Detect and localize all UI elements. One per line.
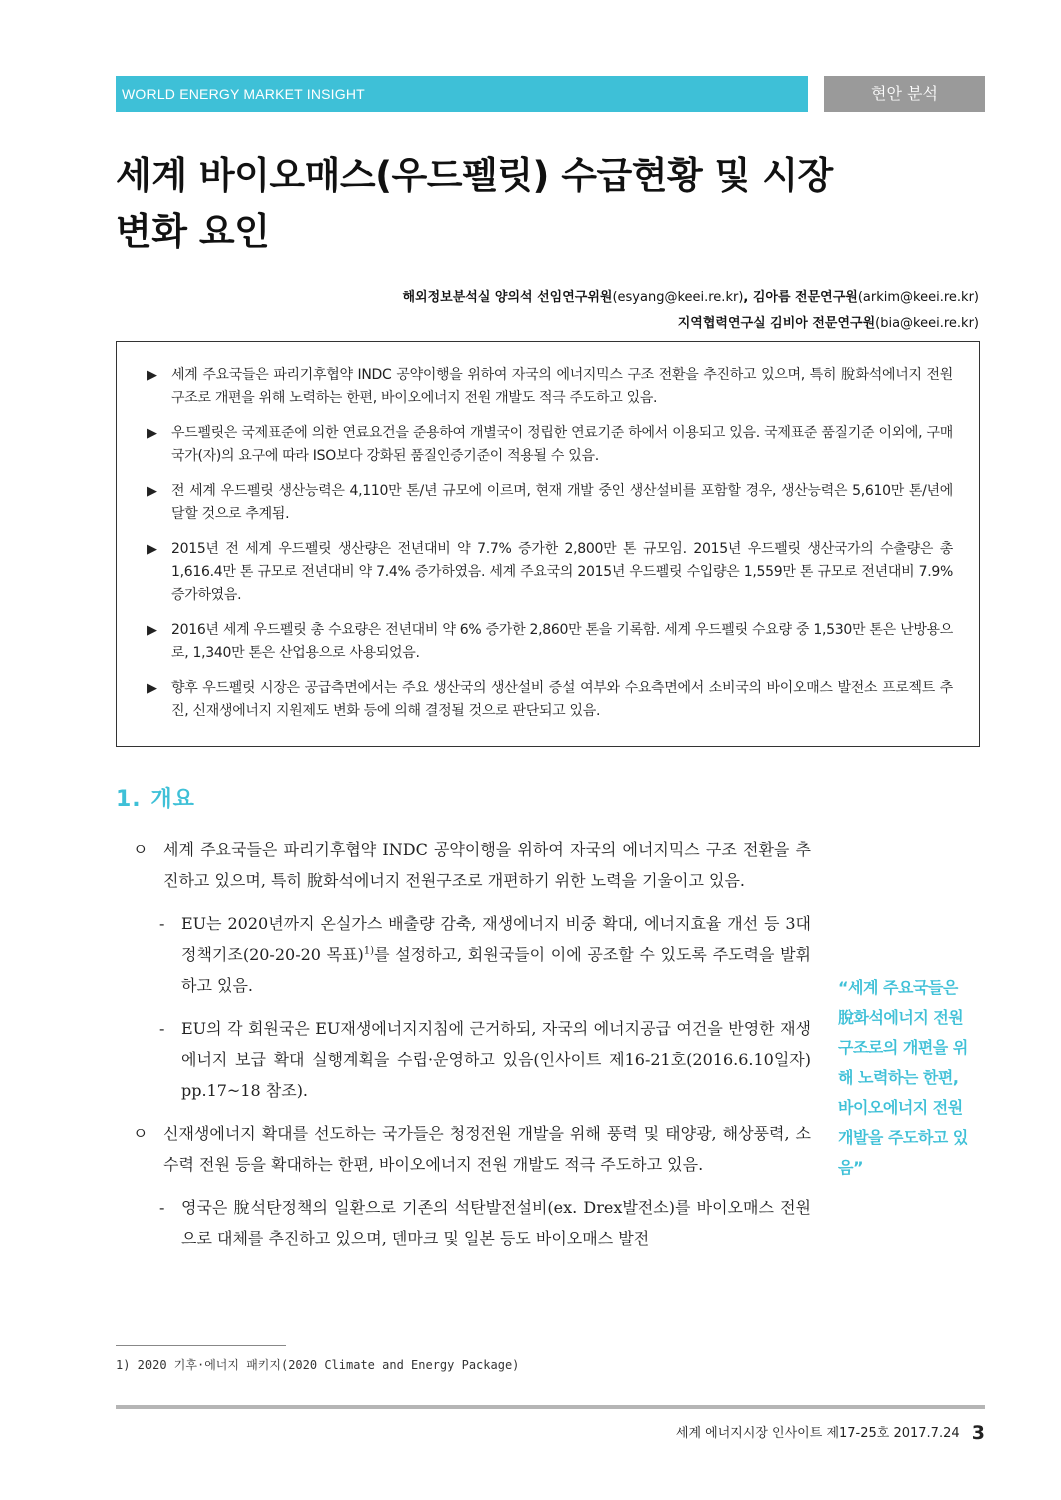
series-banner <box>116 76 808 112</box>
footnote-divider <box>116 1345 286 1346</box>
author-separator: , <box>743 290 753 305</box>
triangle-bullet-icon: ▶ <box>147 368 157 383</box>
title-line-1: 세계 바이오매스(우드펠릿) 수급현황 및 시장 <box>116 154 833 197</box>
summary-item <box>147 677 953 723</box>
article-body <box>133 834 811 1266</box>
author-line-1 <box>402 285 979 311</box>
dash-bullet-icon: - <box>159 914 165 933</box>
paragraph-text: EU는 2020년까지 온실가스 배출량 감축, 재생에너지 비중 확대, 에너지효율 개선 등 3대 정책기조(20-20-20 목표) <box>181 914 811 964</box>
summary-text: 우드펠릿은 국제표준에 의한 연료요건을 준용하여 개별국이 정립한 연료기준 하에서 이용되고 있음. 국제표준 품질기준 이외에, 구매국가(자)의 요구에 따라 ISO보다 강화된 품질인증기준이 적용될 수 있음. <box>171 425 953 464</box>
publication-name: 세계 에너지시장 인사이트 <box>675 1426 823 1441</box>
summary-text: 향후 우드펠릿 시장은 공급측면에서는 주요 생산국의 생산설비 증설 여부와 수요측면에서 소비국의 바이오매스 발전소 프로젝트 추진, 신재생에너지 지원제도 변화 등에 의해 결정될 것으로 판단되고 있음. <box>171 680 953 719</box>
article-title <box>116 148 976 260</box>
section-heading: 1. 개요 <box>116 787 195 812</box>
triangle-bullet-icon: ▶ <box>147 681 157 696</box>
author-block <box>402 285 979 337</box>
summary-item <box>147 480 953 526</box>
dash-bullet-icon: - <box>159 1198 165 1217</box>
author-3-name: 지역협력연구실 김비아 전문연구원 <box>677 316 876 331</box>
summary-item <box>147 619 953 665</box>
summary-list <box>147 364 953 723</box>
paragraph-text: 신재생에너지 확대를 선도하는 국가들은 청정전원 개발을 위해 풍력 및 태양광, 해상풍력, 소수력 전원 등을 확대하는 한편, 바이오에너지 전원 개발도 적극 주도하고 있음. <box>163 1124 811 1174</box>
author-1-email: (esyang@keei.re.kr) <box>612 290 744 305</box>
summary-item <box>147 364 953 410</box>
paragraph-text: EU의 각 회원국은 EU재생에너지지침에 근거하되, 자국의 에너지공급 여건을 반영한 재생에너지 보급 확대 실행계획을 수립·운영하고 있음(인사이트 제16-21호(2016.6.10일자) pp.17~18 참조). <box>181 1019 811 1100</box>
summary-text: 2016년 세계 우드펠릿 총 수요량은 전년대비 약 6% 증가한 2,860만 톤을 기록함. 세계 우드펠릿 수요량 중 1,530만 톤은 난방용으로, 1,340만 톤은 산업용으로 사용되었음. <box>171 622 953 661</box>
summary-box <box>116 341 980 747</box>
summary-text: 2015년 전 세계 우드펠릿 생산량은 전년대비 약 7.7% 증가한 2,800만 톤 규모임. 2015년 우드펠릿 생산국가의 수출량은 총 1,616.4만 톤 규모로 전년대비 약 7.4% 증가하였음. 세계 주요국의 2015년 우드펠릿 수입량은 1,559만 톤 규모로 전년대비 7.9% 증가하였음. <box>171 541 953 603</box>
author-2-name: 김아름 전문연구원 <box>752 290 858 305</box>
body-paragraph <box>133 834 811 896</box>
author-line-2 <box>402 311 979 337</box>
triangle-bullet-icon: ▶ <box>147 426 157 441</box>
body-subparagraph <box>133 908 811 1001</box>
triangle-bullet-icon: ▶ <box>147 484 157 499</box>
page-number: 3 <box>971 1422 985 1444</box>
summary-item <box>147 538 953 607</box>
body-paragraph <box>133 1118 811 1180</box>
footer-divider <box>116 1405 985 1409</box>
author-2-email: (arkim@keei.re.kr) <box>857 290 979 305</box>
paragraph-text: 영국은 脫석탄정책의 일환으로 기존의 석탄발전설비(ex. Drex발전소)를 바이오매스 전원으로 대체를 추진하고 있으며, 덴마크 및 일본 등도 바이오매스 발전 <box>181 1198 811 1248</box>
pull-quote: “세계 주요국들은 脫화석에너지 전원구조로의 개편을 위해 노력하는 한편, 바이오에너지 전원 개발을 주도하고 있음” <box>838 978 968 1177</box>
issue-info: 제17-25호 2017.7.24 <box>826 1426 960 1441</box>
triangle-bullet-icon: ▶ <box>147 542 157 557</box>
page-footer <box>676 1422 985 1444</box>
paragraph-text: 세계 주요국들은 파리기후협약 INDC 공약이행을 위하여 자국의 에너지믹스 구조 전환을 추진하고 있으며, 특히 脫화석에너지 전원구조로 개편하기 위한 노력을 기울이고 있음. <box>163 840 811 890</box>
series-title: WORLD ENERGY MARKET INSIGHT <box>122 86 365 102</box>
paragraph-text: 를 설정하고, 회원국들이 이에 공조할 수 있도록 주도력을 발휘하고 있음. <box>181 945 811 995</box>
author-3-email: (bia@keei.re.kr) <box>875 316 979 331</box>
category-tag <box>824 76 985 112</box>
title-line-2: 변화 요인 <box>116 210 270 253</box>
category-label: 현안 분석 <box>871 84 938 103</box>
summary-item <box>147 422 953 468</box>
summary-text: 전 세계 우드펠릿 생산능력은 4,110만 톤/년 규모에 이르며, 현재 개발 중인 생산설비를 포함할 경우, 생산능력은 5,610만 톤/년에 달할 것으로 추계됨. <box>171 483 953 522</box>
body-subparagraph <box>133 1192 811 1254</box>
footnote: 1) 2020 기후·에너지 패키지(2020 Climate and Energy Package) <box>116 1358 520 1372</box>
triangle-bullet-icon: ▶ <box>147 623 157 638</box>
footnote-ref[interactable]: 1) <box>363 945 375 957</box>
circle-bullet-icon: ㅇ <box>133 840 149 859</box>
author-1-name: 해외정보분석실 양의석 선임연구위원 <box>402 290 613 305</box>
summary-text: 세계 주요국들은 파리기후협약 INDC 공약이행을 위하여 자국의 에너지믹스 구조 전환을 추진하고 있으며, 특히 脫화석에너지 전원구조로 개편을 위해 노력하는 한편, 바이오에너지 전원 개발도 적극 주도하고 있음. <box>171 367 953 406</box>
circle-bullet-icon: ㅇ <box>133 1124 149 1143</box>
dash-bullet-icon: - <box>159 1019 165 1038</box>
body-subparagraph <box>133 1013 811 1106</box>
